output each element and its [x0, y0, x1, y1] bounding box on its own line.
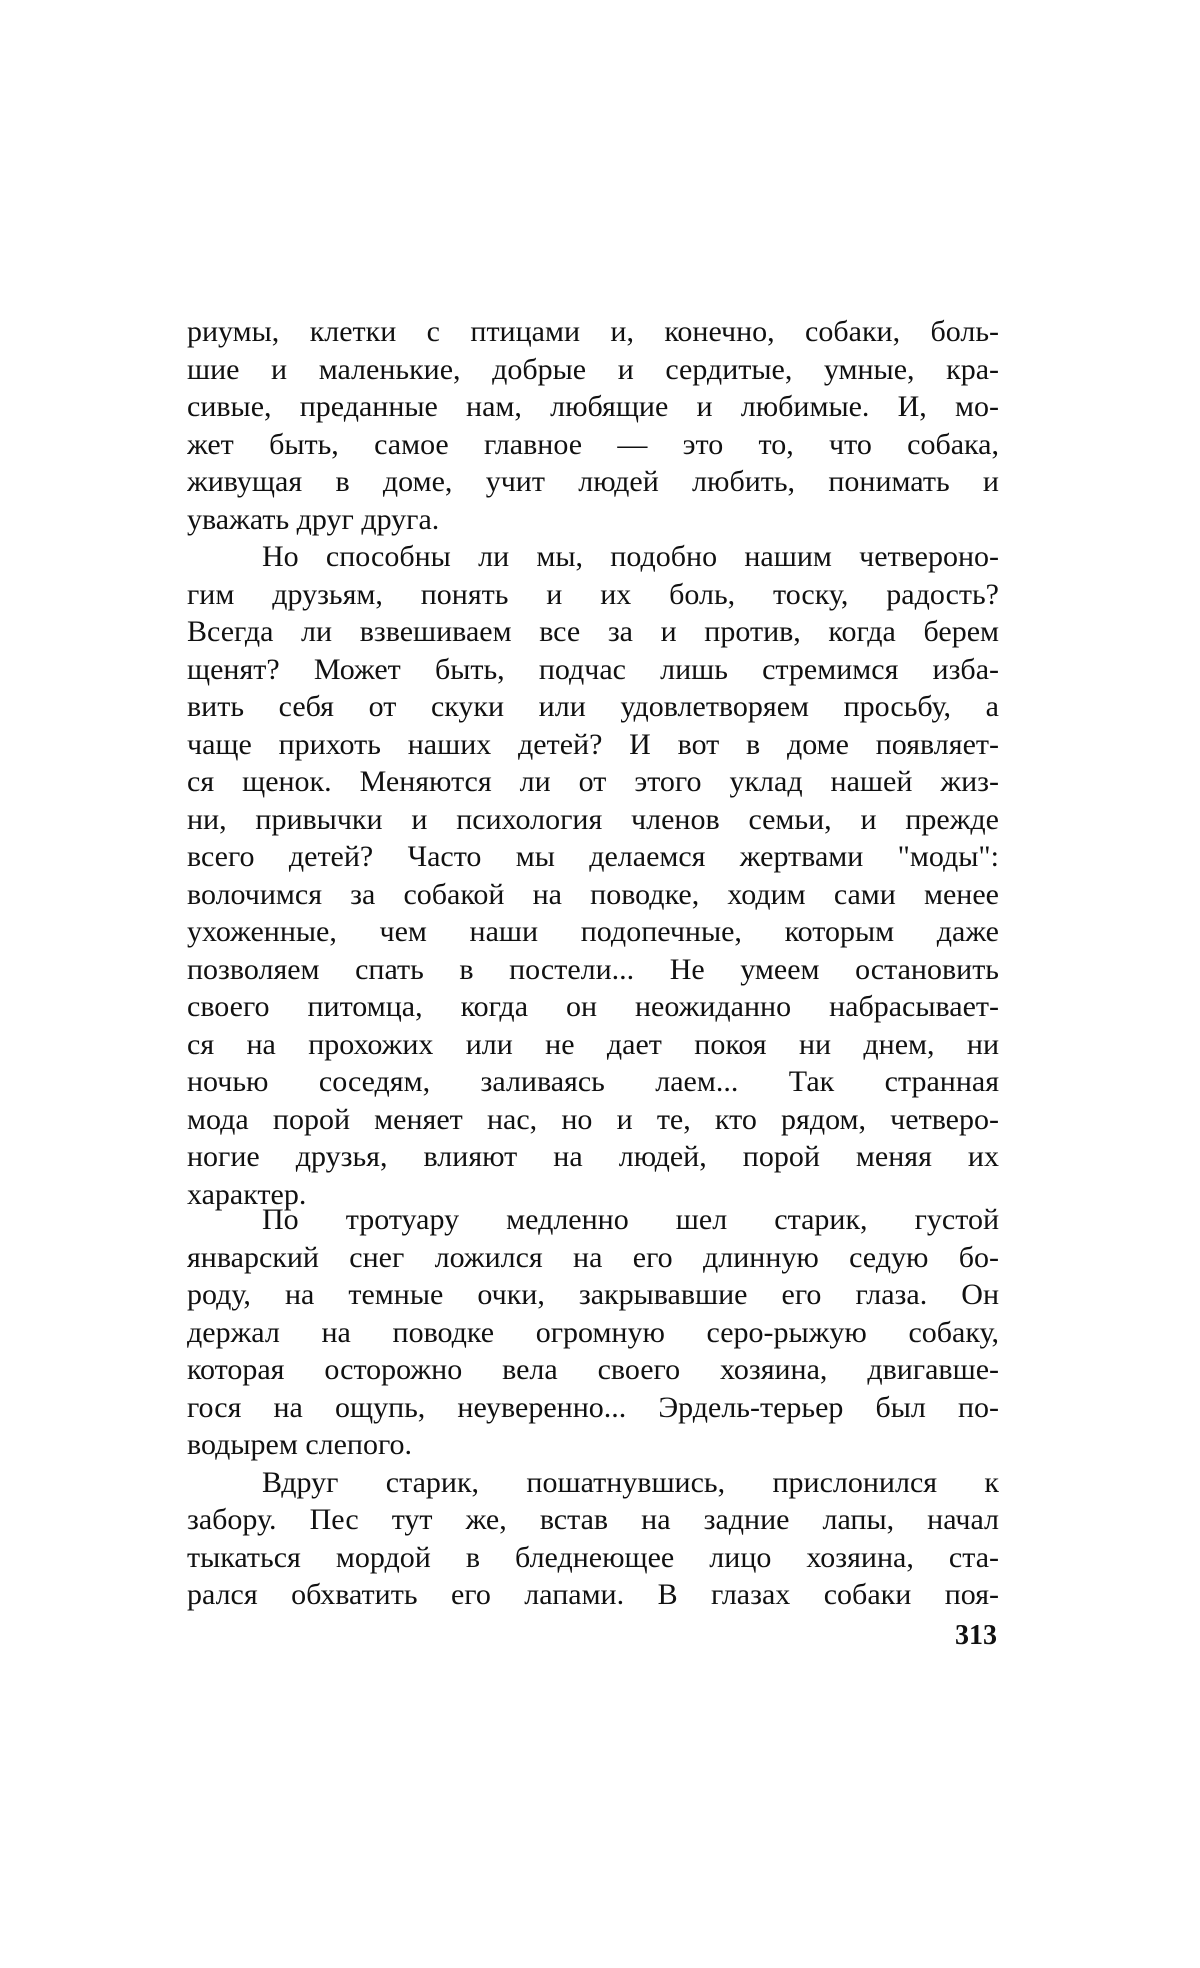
text-line: Но способны ли мы, подобно нашим четвероно-: [262, 540, 999, 573]
text-line: чаще прихоть наших детей? И вот в доме появляет-: [187, 727, 999, 761]
text-line: Всегда ли взвешиваем все за и против, когда берем: [187, 615, 999, 648]
text-line: рался обхватить его лапами. В глазах собаки поя-: [187, 1578, 999, 1611]
text-line: риумы, клетки с птицами и, конечно, собаки, боль-: [187, 315, 999, 348]
text-line: По тротуару медленно шел старик, густой: [262, 1203, 999, 1236]
text-line: сивые, преданные нам, любящие и любимые. И, мо-: [187, 390, 999, 423]
text-line: волочимся за собакой на поводке, ходим сами менее: [187, 877, 999, 911]
text-line: роду, на темные очки, закрывавшие его глаза. Он: [187, 1278, 999, 1311]
text-line: водырем слепого.: [187, 1428, 413, 1461]
text-line: шие и маленькие, добрые и сердитые, умные, кра-: [187, 352, 999, 386]
text-line: живущая в доме, учит людей любить, понимать и: [187, 465, 999, 498]
text-line: гим друзьям, понять и их боль, тоску, радость?: [187, 577, 999, 611]
text-line: Вдруг старик, пошатнувшись, прислонился к: [262, 1465, 999, 1499]
text-line: жет быть, самое главное — это то, что собака,: [187, 427, 999, 461]
text-line: характер.: [187, 1177, 307, 1211]
text-line: январский снег ложился на его длинную седую бо-: [187, 1240, 999, 1274]
page-number: 313: [955, 1620, 997, 1651]
text-line: ухоженные, чем наши подопечные, которым даже: [187, 915, 999, 948]
paragraph: [187, 313, 999, 538]
paragraph: [187, 538, 999, 1213]
text-line: забору. Пес тут же, встав на задние лапы, начал: [187, 1503, 999, 1536]
text-line: ся щенок. Меняются ли от этого уклад нашей жиз-: [187, 765, 999, 798]
text-line: тыкаться мордой в бледнеющее лицо хозяина, ста-: [187, 1540, 999, 1574]
text-line: ногие друзья, влияют на людей, порой меняя их: [187, 1140, 999, 1173]
text-line: своего питомца, когда он неожиданно набрасывает-: [187, 990, 999, 1023]
text-line: всего детей? Часто мы делаемся жертвами "моды":: [187, 840, 999, 873]
text-block-upper: [187, 313, 999, 1213]
text-line: уважать друг друга.: [187, 502, 440, 536]
text-line: которая осторожно вела своего хозяина, двигавше-: [187, 1353, 999, 1386]
text-line: вить себя от скуки или удовлетворяем просьбу, а: [187, 690, 999, 723]
text-line: ночью соседям, заливаясь лаем... Так странная: [187, 1065, 999, 1098]
text-line: щенят? Может быть, подчас лишь стремимся изба-: [187, 652, 999, 686]
text-line: держал на поводке огромную серо-рыжую собаку,: [187, 1315, 999, 1349]
paragraph: [187, 1201, 999, 1464]
text-block-lower: [187, 1201, 999, 1614]
paragraph: [187, 1464, 999, 1614]
text-line: ни, привычки и психология членов семьи, и прежде: [187, 802, 999, 836]
text-line: гося на ощупь, неуверенно... Эрдель-терьер был по-: [187, 1390, 999, 1424]
text-line: ся на прохожих или не дает покоя ни днем, ни: [187, 1027, 999, 1061]
text-line: позволяем спать в постели... Не умеем остановить: [187, 952, 999, 986]
text-line: мода порой меняет нас, но и те, кто рядом, четверо-: [187, 1102, 999, 1136]
